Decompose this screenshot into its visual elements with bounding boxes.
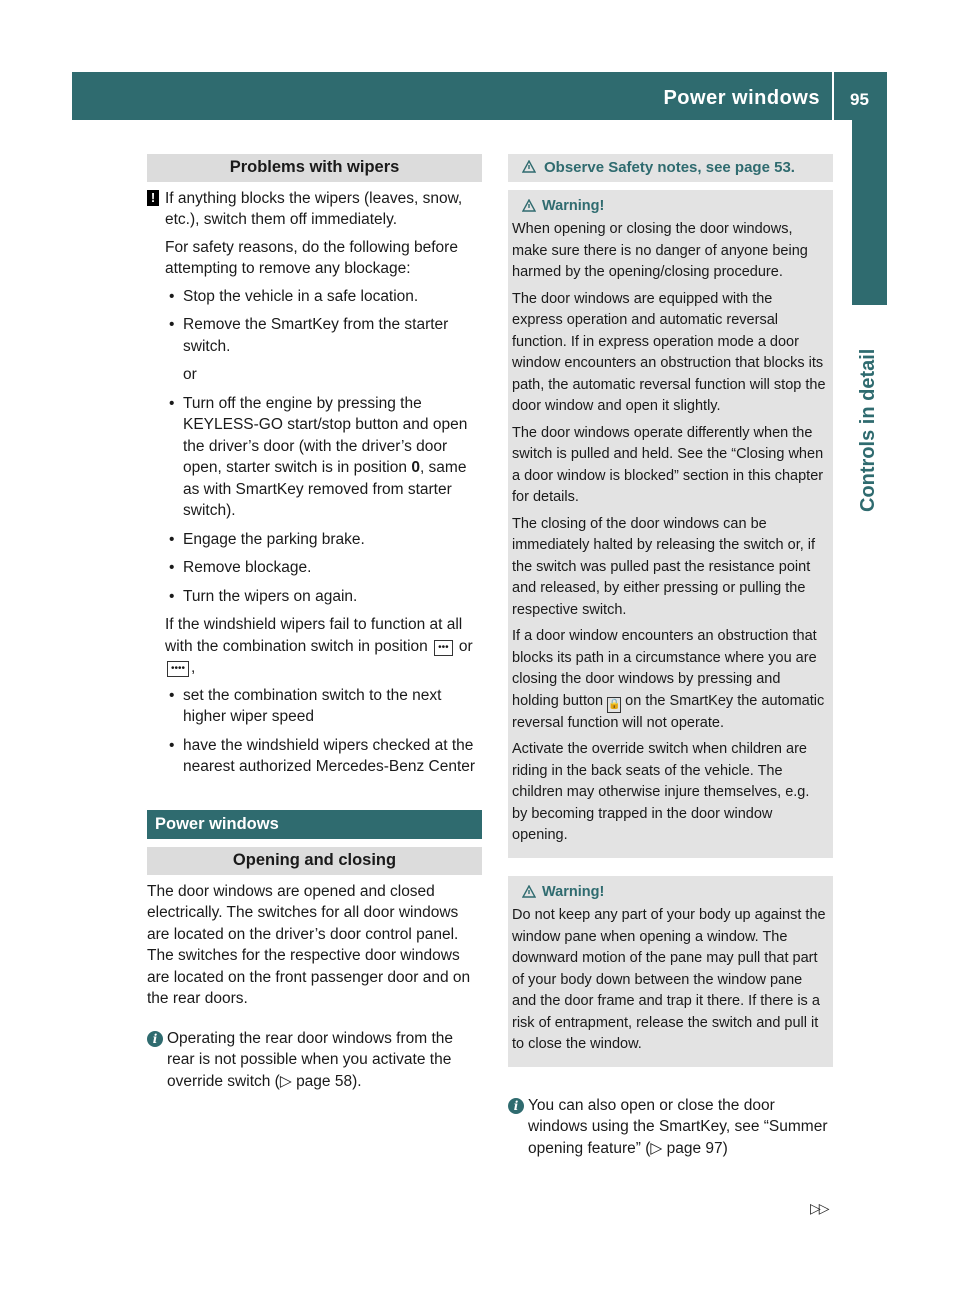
side-tab-label-wrap [856,312,886,812]
lock-paragraph-after: on the SmartKey the automatic reversal function will not operate. [512,692,825,731]
warning-box-1 [508,190,833,858]
info-icon: i [147,1031,163,1047]
opening-heading: Opening and closing [147,847,482,875]
wiper-position-4-icon: •••• [167,661,189,677]
warning-paragraph: When opening or closing the door windows, make sure there is no danger of anyone being harmed by the opening/closing procedure. [512,221,808,280]
warning-note-text: If anything blocks the wipers (leaves, snow, etc.), switch them off immediately. [165,189,463,228]
info-note-text: Operating the rear door windows from the rear is not possible when you activate the override switch (▷ page 58). [167,1029,454,1090]
warning-paragraph: The closing of the door windows can be immediately halted by releasing the switch or, if the switch was pulled past the resistance point and released, by either pressing or pulling the respective switch. [512,515,816,618]
keyless-step-text-end: , same as with SmartKey removed from starter switch). [183,459,467,519]
list-item: • Remove blockage. [147,557,482,579]
safety-notes-text: Observe Safety notes, see page 53. [544,159,795,176]
opening-text: The door windows are opened and closed electrically. The switches for all door windows are located on the driver’s door control panel. The switches for the respective door windows are located on the front passenger door and on the rear doors. [147,882,471,1007]
right-column [508,154,833,1159]
warning-paragraph: Do not keep any part of your body up against the window pane when opening a window. The downward motion of the pane may pull that part of your body down between the window pane and the door frame and trap it there. If there is a risk of entrapment, release the switch and pull it to close the window. [512,907,826,1052]
warning-paragraph: The door windows are equipped with the express operation and automatic reversal function. If in express operation mode a door window encounters an obstruction that blocks its path, the automatic reversal function will stop the door window and open it slightly. [512,290,826,414]
warning-triangle-icon [522,885,536,898]
list-item: • Turn the wipers on again. [147,586,482,608]
warning-note [147,188,482,231]
lock-icon: 🔒 [607,697,621,713]
continue-arrows-icon: ▷▷ [810,1200,828,1216]
list-item: • set the combination switch to the next higher wiper speed [147,685,482,728]
warning-title-text: Warning! [542,197,605,214]
info-icon: i [508,1098,524,1114]
exclamation-icon: ! [147,190,159,206]
warning-paragraph [512,626,827,734]
or-text: or [183,366,197,383]
warning-triangle-icon [522,199,536,212]
side-tab-label: Controls in detail [857,348,879,512]
fail-text: If the windshield wipers fail to function at all with the combination switch in position [165,616,463,655]
list-item: • have the windshield wipers checked at the nearest authorized Mercedes-Benz Center [147,735,482,778]
list-item: • Engage the parking brake. [147,529,482,551]
chapter-heading: Power windows [147,810,482,840]
side-tab [852,120,887,305]
safety-notes-line [508,154,833,182]
list-item: • Remove the SmartKey from the starter switch. [147,314,482,357]
keyless-step-text: Turn off the engine by pressing the KEYLESS-GO start/stop button and open the driver’s door (with the driver’s door open, starter switch is in position [183,394,468,476]
warning-box-2 [508,876,833,1067]
info-note [147,1028,482,1093]
header-divider [832,72,834,120]
list-item [147,393,482,522]
info-note [508,1095,833,1160]
warning-paragraph: Activate the override switch when children are riding in the back seats of the vehicle. The children may otherwise injure themselves, e.g. by becoming trapped in the door window opening. [512,741,810,843]
warning-title [512,196,827,218]
lock-paragraph-before: If a door window encounters an obstruction that blocks its path in a circumstance where you are closing the door windows by pressing and holding button [512,628,817,709]
list-item: • Stop the vehicle in a safe location. [147,286,482,308]
problems-heading: Problems with wipers [147,154,482,182]
fail-or: or [458,637,473,655]
position-zero: 0 [411,459,420,476]
wiper-position-3-icon: ••• [434,640,453,656]
warning-title [512,882,827,904]
fail-paragraph [147,614,482,679]
page-number: 95 [850,90,869,109]
left-column [147,154,482,1098]
info-note-text: You can also open or close the door windows using the SmartKey, see “Summer opening feature” (▷ page 97) [528,1096,828,1157]
warning-title-text: Warning! [542,883,605,900]
fail-comma: , [191,659,196,676]
page-title: Power windows [663,87,820,109]
warning-paragraph: The door windows operate differently when the switch is pulled and held. See the “Closing when a door window is blocked” section in this chapter for details. [512,424,824,505]
warning-triangle-icon [522,160,536,173]
safety-intro: For safety reasons, do the following before attempting to remove any blockage: [165,238,458,277]
